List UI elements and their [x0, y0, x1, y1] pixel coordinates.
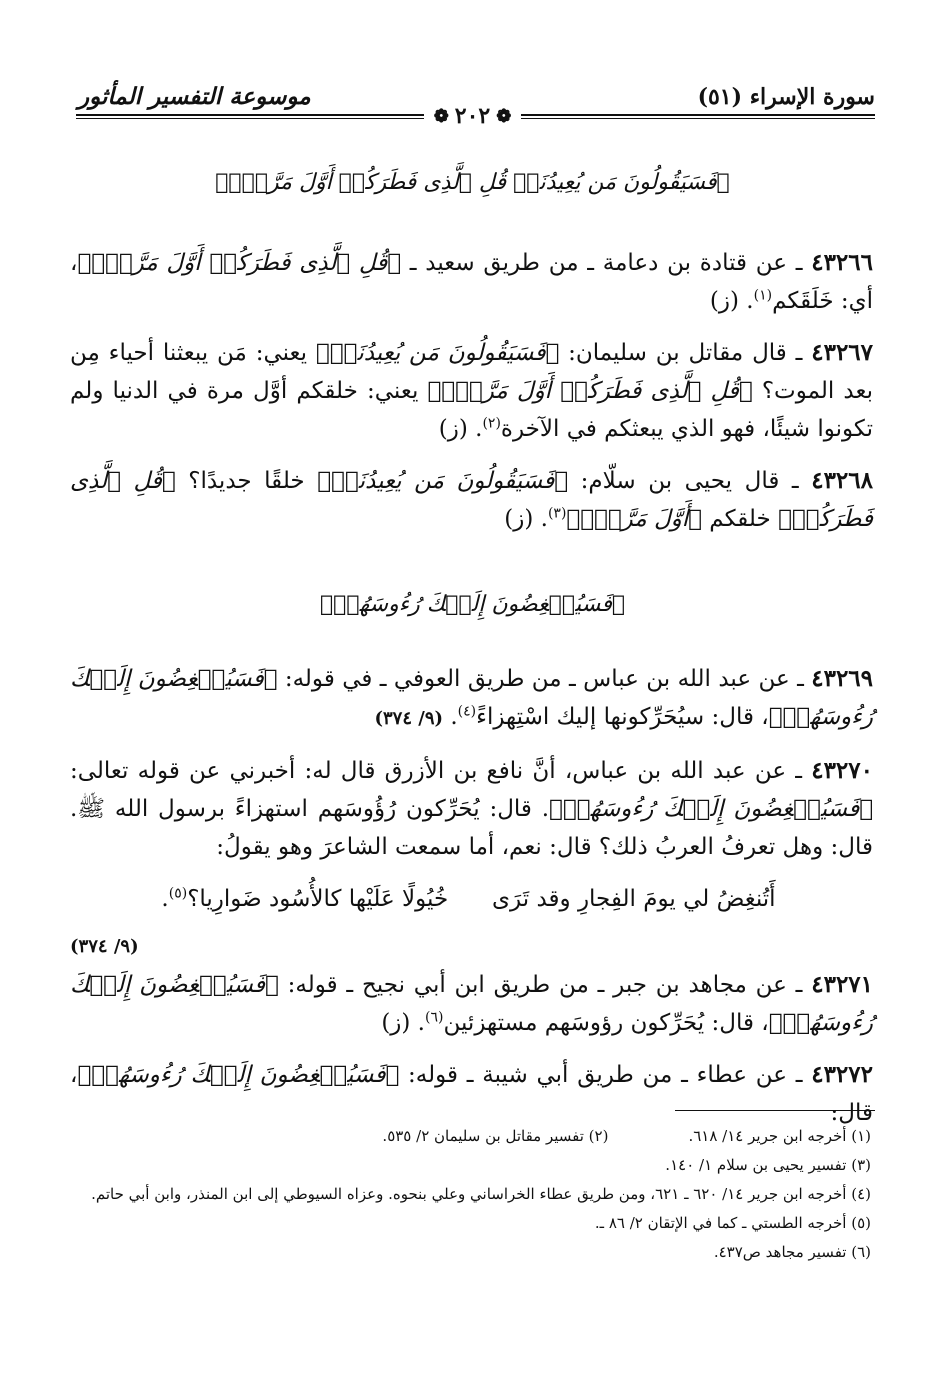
entry-number: ٤٣٢٦٨	[811, 467, 873, 494]
page-number-row	[0, 96, 945, 136]
quran-quote: ﴿فَسَيُنۡغِضُونَ إِلَيۡكَ رُءُوسَهُمۡ﴾	[70, 972, 873, 1036]
entry-number: ٤٣٢٧١	[811, 971, 874, 998]
entry-text: . قال: يُحَرِّكون رُؤُوسَهم استهزاءً برسول الله ﷺ. قال: وهل تعرفُ العربُ ذلك؟ قال: نعم، أما سمعت الشاعرَ وهو يقولُ:	[70, 796, 873, 860]
footnote-5: (٥) أخرجه الطستي ـ كما في الإتقان ٢/ ٨٦ ـ.	[594, 1214, 871, 1232]
entry-text: ، قال: سيُحَرِّكونها إليك اسْتِهزاءً	[476, 704, 769, 730]
entry-tail: . (ز)	[504, 506, 548, 532]
entry-text: خلقكم	[701, 506, 779, 532]
entry-number: ٤٣٢٦٧	[811, 339, 874, 366]
entry-number: ٤٣٢٦٦	[811, 249, 873, 276]
entry-text: ـ عن قتادة بن دعامة ـ من طريق سعيد ـ	[401, 250, 803, 276]
poem-hemistich-1: أَتُنغِضُ لي يومَ الفِجارِ وقد تَرَى	[492, 886, 776, 912]
entry-text: ـ عن عبد الله بن عباس، أنَّ نافع بن الأزرق قال له: أخبرني عن قوله تعالى:	[70, 758, 803, 784]
source-ref: (٩/ ٣٧٤)	[70, 936, 139, 957]
book-title: موسوعة التفسير المأثور	[78, 83, 311, 110]
entry-text: ـ قال يحيى بن سلّام:	[568, 468, 799, 494]
entry-text: ـ عن عبد الله بن عباس ـ من طريق العوفي ـ في قوله:	[277, 666, 804, 692]
entry-tail: . (ز)	[438, 416, 483, 442]
entry-43271	[70, 966, 873, 1042]
entry-text: ـ قال مقاتل بن سليمان:	[559, 340, 803, 366]
quran-quote: ﴿فَسَيَقُولُونَ مَن يُعِيدُنَاۖ﴾	[315, 340, 560, 366]
quran-quote: ﴿أَوَّلَ مَرَّةٖۚ﴾	[566, 506, 702, 532]
sura-title: سورة الإسراء (٥١)	[697, 84, 875, 110]
entry-text: خلقًا جديدًا؟	[175, 468, 318, 494]
entry-number: ٤٣٢٦٩	[811, 665, 874, 692]
footnote-ref[interactable]: (٥)	[168, 885, 188, 902]
entry-text: ـ عن مجاهد بن جبر ـ من طريق ابن أبي نجيح ـ قوله:	[278, 972, 803, 998]
page-number-box	[424, 103, 522, 129]
entry-text: يعني: خلقكم أوَّل مرة في الدنيا ولم تكونوا شيئًا، فهو الذي يبعثكم في الآخرة	[70, 378, 873, 442]
entry-text: ، أي: خَلَقَكم	[70, 250, 873, 314]
entry-text: ، قال: يُحَرِّكون رؤوسَهم مستهزئين	[443, 1010, 769, 1036]
quran-quote: ﴿قُلِ ٱلَّذِى فَطَرَكُمۡ أَوَّلَ مَرَّةٖۚ﴾	[427, 378, 753, 404]
entry-tail: .	[450, 704, 458, 730]
footnote-row	[70, 1122, 871, 1151]
footnote-ref[interactable]: (٣)	[547, 505, 567, 522]
entry-43267	[70, 334, 873, 448]
source-ref: (٩/ ٣٧٤)	[374, 708, 444, 729]
footnote-separator	[675, 1110, 875, 1111]
quran-quote: ﴿قُلِ ٱلَّذِى فَطَرَكُمۡ أَوَّلَ مَرَّةٖۚ﴾	[77, 250, 402, 276]
poem-hemistich-2: خُيُولًا عَلَيْها كالأُسُود ضَوارِيا؟	[187, 886, 449, 912]
entry-43270	[70, 752, 873, 866]
quran-quote: ﴿فَسَيُنۡغِضُونَ إِلَيۡكَ رُءُوسَهُمۡ﴾	[70, 666, 873, 730]
entry-number: ٤٣٢٧٢	[811, 1061, 873, 1088]
quran-quote: ﴿فَسَيَقُولُونَ مَن يُعِيدُنَاۖ﴾	[317, 468, 569, 494]
entry-43272	[70, 1056, 873, 1132]
footnote-1: (١) أخرجه ابن جرير ١٤/ ٦١٨.	[688, 1127, 871, 1145]
ornament-icon: ❁	[433, 105, 449, 127]
entry-tail: . (ز)	[709, 288, 754, 314]
verse-heading: ﴿فَسَيَقُولُونَ مَن يُعِيدُنَاۖ قُلِ ٱلَّذِى فَطَرَكُمۡ أَوَّلَ مَرَّةٖۚ﴾	[215, 170, 730, 195]
quran-quote: ﴿فَسَيُنۡغِضُونَ إِلَيۡكَ رُءُوسَهُمۡ﴾	[549, 796, 873, 822]
quran-quote: ﴿فَسَيُنۡغِضُونَ إِلَيۡكَ رُءُوسَهُمۡ﴾	[77, 1062, 400, 1088]
footnotes	[70, 1122, 871, 1267]
entry-text: ، قال:	[70, 1062, 873, 1126]
poem-verse	[70, 880, 867, 918]
footnote-ref[interactable]: (٢)	[482, 415, 501, 432]
entry-text: ـ عن عطاء ـ من طريق أبي شيبة ـ قوله:	[399, 1062, 803, 1088]
entry-tail: . (ز)	[381, 1010, 425, 1036]
page-number: ٢٠٢	[454, 103, 491, 129]
entry-text: يعني: مَن يبعثنا أحياء مِن بعد الموت؟	[70, 340, 873, 404]
footnote-4: (٤) أخرجه ابن جرير ١٤/ ٦٢٠ ـ ٦٢١، ومن طريق عطاء الخراساني وعلي بنحوه. وعزاه السيوطي إلى ابن المنذر، وابن أبي حاتم.	[91, 1185, 871, 1203]
footnote-ref[interactable]: (٤)	[457, 703, 477, 720]
footnote-2: (٢) تفسير مقاتل بن سليمان ٢/ ٥٣٥.	[382, 1127, 609, 1145]
entry-43268	[70, 462, 873, 538]
source-line	[70, 926, 873, 966]
quran-quote: ﴿قُلِ ٱلَّذِى فَطَرَكُمۡ﴾	[70, 468, 873, 532]
footnote-ref[interactable]: (١)	[753, 287, 773, 304]
entry-number: ٤٣٢٧٠	[811, 757, 873, 784]
footnote-ref[interactable]: (٦)	[425, 1009, 444, 1026]
verse-heading: ﴿فَسَيُنۡغِضُونَ إِلَيۡكَ رُءُوسَهُمۡ﴾	[319, 592, 626, 617]
footnote-3: (٣) تفسير يحيى بن سلام ١/ ١٤٠.	[665, 1156, 871, 1174]
entry-tail: .	[161, 886, 169, 912]
entry-43269	[70, 660, 873, 738]
footnote-6: (٦) تفسير مجاهد ص٤٣٧.	[713, 1243, 871, 1261]
entry-43266	[70, 244, 873, 320]
ornament-icon: ❁	[496, 105, 512, 127]
